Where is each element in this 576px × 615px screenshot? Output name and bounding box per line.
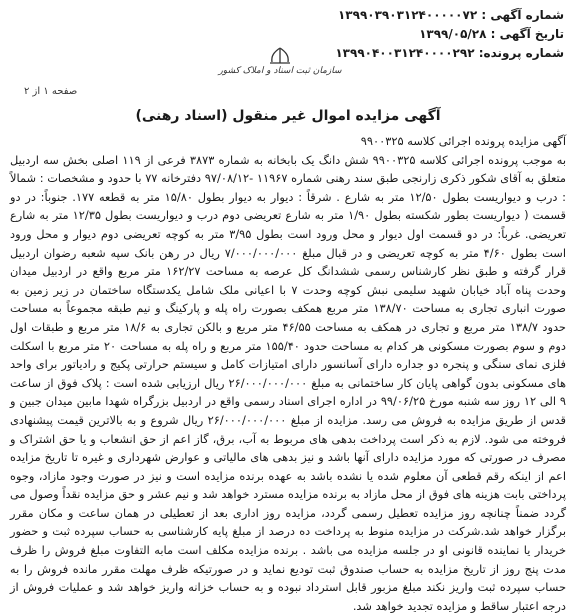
notice-date-label: تاریخ آگهی :: [490, 27, 564, 41]
notice-date: ۱۳۹۹/۰۵/۲۸: [419, 27, 487, 41]
notice-number-label: شماره آگهی :: [481, 8, 564, 22]
notice-number-line: [335, 6, 564, 25]
notice-title: آگهی مزایده اموال غیر منقول (اسناد رهنی): [135, 108, 441, 124]
case-number-label: شماره پرونده:: [478, 46, 564, 60]
notice-date-line: [335, 25, 564, 44]
emblem-caption: سازمان ثبت اسناد و املاک کشور: [218, 66, 342, 76]
notice-number: ۱۳۹۹۰۳۹۰۳۱۲۴۰۰۰۰۰۷۲: [337, 8, 478, 22]
page-indicator: صفحه ۱ از ۲: [24, 86, 78, 97]
emblem-icon: [263, 46, 297, 66]
reference-block: [335, 6, 564, 63]
notice-body: [10, 132, 566, 615]
case-number: ۱۳۹۹۰۴۰۰۳۱۲۴۰۰۰۰۲۹۲: [335, 46, 475, 60]
case-number-line: [335, 44, 564, 63]
notice-paragraph: به موجب پرونده اجرائی کلاسه ۹۹۰۰۳۲۵ شش دانگ یک بابخانه به شماره ۳۸۷۳ فرعی از ۱۱۹ اصلی بخش سه اردبیل متعلق به آقای شکور ذکری زارنجی طبق سند رهنی شماره ۱۱۹۶۷ -۹۷/۰۸/۱۲ دفترخانه ۷۷ با حدود و مشخصات : شمالاً : درب و دیواریست بطول ۱۲/۵۰ متر به شارع . شرقاً : دیوار به دیوار بطول ۱۵/۸۰ متر به قطعه ۱۷۷. جنوباً: در دو قسمت ( دیواریست بطور شکسته بطول ۱/۹۰ متر به شارع تعریضی دوم درب و دیواریست بطول ۱۲/۳۵ متر به شارع تعریضی. غرباً: در دو قسمت اول دیوار و محل ورود است بطول ۳/۹۵ متر به کوچه تعریضی دوم دیوار و محل ورود است بطول ۴/۶۰ متر به کوچه تعریضی و در قبال مبلغ ۷/۰۰۰/۰۰۰/۰۰۰ ریال در رهن بانک سپه شعبه رضوان اردبیل قرار گرفته و طبق نظر کارشناس رسمی ششدانگ کل عرصه به مساحت ۱۶۲/۲۷ متر مربع واقع در اردبیل میدان وحدت پناه آباد خیابان شهید سلیمی نبش کوچه وحدت ۷ با اعیانی ملک شامل یکدستگاه ساختمان در زیر زمین به صورت انباری تجاری به مساحت ۱۳۸/۷۰ متر مربع همکف بصورت راه پله و پارکینگ و نیم طبقه مجموعاً به مساحت حدود ۱۳۸/۷ متر مربع و تجاری در همکف به مساحت ۴۶/۵۵ متر مربع و بالکن تجاری به ۱۸/۶ متر مربع و طبقات اول دوم و سوم بصورت مسکونی هر کدام به مساحت حدود ۱۵۵/۴۰ متر مربع و راه پله به مساحت ۲۰ متر مربع با اسکلت فلزی نمای سنگی و پنجره دو جداره دارای آسانسور دارای امتیازات کامل و سیستم حرارتی پکیج و رادیاتور برای واحد های مسکونی بدون گواهی پایان کار ساختمانی به مبلغ ۲۶/۰۰۰/۰۰۰/۰۰۰ ریال ارزیابی شده است : پلاک فوق از ساعت ۹ الی ۱۲ روز سه شنبه مورخ ۹۹/۰۶/۲۵ در اداره اجرای اسناد رسمی واقع در اردبیل بزرگراه شهدا مابین میدان جبین و قدس از طریق مزایده به فروش می رسد. مزایده از مبلغ ۲۶/۰۰۰/۰۰۰/۰۰۰ ریال شروع و به بالاترین قیمت پیشنهادی فروخته می شود. لازم به ذکر است پرداخت بدهی های مربوط به آب، برق، گاز اعم از حق انشعاب و یا حق اشتراک و مصرف در صورتی که مورد مزایده دارای آنها باشد و نیز بدهی های مالیاتی و عوارض شهرداری و غیره تا تاریخ مزایده اعم از اینکه رقم قطعی آن معلوم شده یا نشده باشد به عهده برنده مزایده است و نیز در صورت وجود مازاد، وجوه پرداختی بابت هزینه های فوق از محل مازاد به برنده مزایده مسترد خواهد شد و نیم عشر و حق مزایده نقداً وصول می گردد ضمناً چنانچه روز مزایده تعطیل رسمی گردد، مزایده روز اداری بعد از تعطیلی در همان ساعت و مکان مقرر برگزار خواهد شد.شرکت در مزایده منوط به پرداخت ده درصد از مبلغ پایه کارشناسی به حساب سپرده ثبت و حضور خریدار یا نماینده قانونی او در جلسه مزایده می باشد . برنده مزایده مکلف است مابه التفاوت مبلغ فروش را ظرف مدت پنج روز از تاریخ مزایده به حساب صندوق ثبت تودیع نماید و در صورتیکه ظرف مهلت مقرر مانده فروش را به حساب سپرده ثبت واریز نکند مبلغ مزبور قابل استرداد نبوده و به حساب خزانه واریز خواهد شد و عملیات فروش از درجه اعتبار ساقط و مزایده تجدید خواهد شد.: [10, 152, 567, 613]
case-heading: آگهی مزایده پرونده اجرائی کلاسه ۹۹۰۰۳۲۵: [360, 134, 566, 148]
